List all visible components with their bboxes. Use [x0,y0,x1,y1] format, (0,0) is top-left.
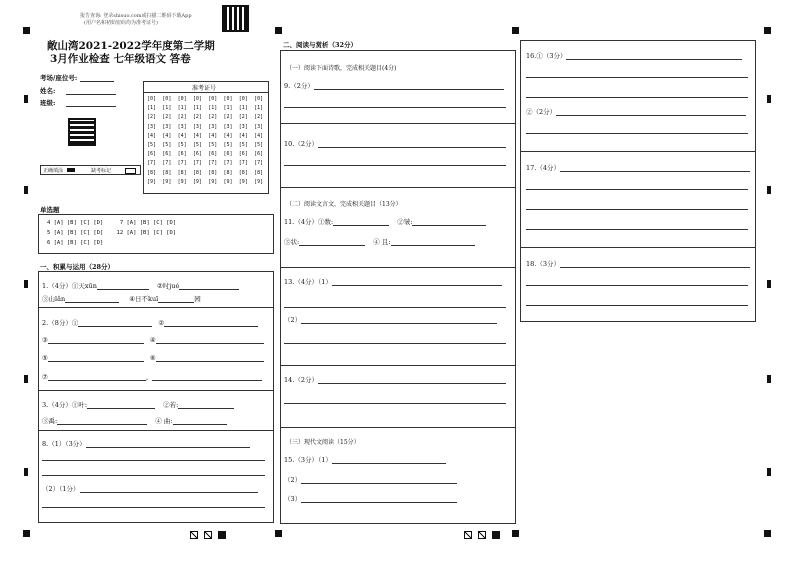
q13-row-2 [284,315,497,324]
exam-id-bubble[interactable]: [5] [192,142,202,148]
q2-row-3 [42,354,264,362]
q11-num-4: ④ 且: [373,238,391,246]
exam-id-bubble[interactable]: [1] [192,105,202,112]
q15-answer-1[interactable] [332,456,446,464]
part1-title: （一）阅读下面诗歌，完成相关题目(4分) [286,65,397,72]
q16-answer-2[interactable] [556,108,746,116]
exam-id-bubble[interactable]: [4] [192,132,202,139]
page-marker [478,531,486,539]
exam-id-bubble[interactable]: [1] [147,105,157,112]
q2-label: 2.（8分）① [42,319,79,327]
center-mark-bottom [275,530,282,537]
q3-row-2 [42,416,227,425]
missing-mark-box[interactable] [125,168,136,174]
q1-answer-d[interactable] [158,295,194,303]
q1-pinyin-c: ③山lǎn [42,295,66,303]
q2-answer-2[interactable] [164,319,258,327]
q15-answer-3[interactable] [301,495,457,503]
q13-answer-1[interactable] [332,278,502,286]
exam-id-bubble[interactable]: [4] [208,132,218,139]
center-mark-top [275,27,282,34]
q14-answer[interactable] [318,376,506,384]
correct-fill-sample [67,168,75,172]
q11-num-2: ②皱: [397,218,413,226]
q13-answer-line[interactable] [284,307,506,308]
q14-row [284,375,506,384]
q17-answer-line[interactable] [526,229,748,230]
q18-answer[interactable] [560,260,750,268]
q3-row-1 [42,400,234,409]
q11-answer-1[interactable] [333,218,389,226]
class-row [40,98,116,107]
exam-seat-label: 考场/座位号: [40,74,78,82]
exam-id-bubble[interactable]: [5] [147,142,157,148]
exam-id-bubble[interactable]: [8] [147,169,157,176]
exam-id-bubble[interactable]: [0] [208,96,218,102]
exam-id-bubble[interactable]: [3] [208,123,218,130]
exam-id-bubble[interactable]: [0] [162,96,172,102]
class-label: 班级: [40,99,56,107]
q15-row-2 [284,475,457,484]
page-marker [190,531,198,539]
q14-answer-line[interactable] [284,403,506,404]
q15-part3-label: （3） [284,495,302,503]
q9-label: 9.（2分） [284,82,314,90]
exam-id-bubble[interactable]: [0] [254,96,264,102]
timing-mark [767,280,771,288]
q16-answer-line[interactable] [526,133,748,134]
q2-answer-8[interactable] [152,373,262,381]
exam-id-bubble[interactable]: [8] [223,169,233,176]
class-field[interactable] [66,99,116,107]
exam-id-bubble[interactable]: [4] [147,132,157,139]
exam-id-bubble[interactable]: [3] [223,123,233,130]
exam-id-bubble[interactable]: [6] [162,151,172,158]
q1-answer-a[interactable] [97,282,149,290]
section2-box [280,50,516,524]
exam-id-bubble[interactable]: [0] [238,96,248,102]
q1-suffix: 园 [194,295,201,303]
q13-answer-2[interactable] [301,316,497,324]
q3-answer-2[interactable] [178,401,234,409]
q11-num-3: ③状: [284,238,300,246]
timing-mark [24,375,28,383]
choice-row[interactable]: 6 [A] [B] [C] [D] [47,240,104,246]
exam-id-bubble[interactable]: [9] [162,178,172,185]
q8-answer-line[interactable] [42,475,265,476]
q2-answer-4[interactable] [156,336,264,344]
app-qr-code [222,5,249,32]
corner-mark-tl [23,27,30,34]
missing-mark-label: 缺考标记 [91,168,112,174]
q11-row-1 [284,217,486,226]
q3-num-2: ②若: [163,401,179,409]
correct-fill-label: 正确填涂 [43,168,64,174]
exam-id-bubble[interactable]: [7] [254,160,264,167]
q8-answer-line[interactable] [42,460,265,461]
q9-row [284,81,504,90]
center-mark-top2 [512,27,519,34]
q15-label: 15.（3分）（1） [284,456,332,464]
exam-id-bubble[interactable]: [3] [254,123,264,130]
exam-id-bubble[interactable]: [7] [162,160,172,167]
q11-answer-3[interactable] [299,238,365,246]
exam-id-bubble[interactable]: [7] [192,160,202,167]
q16-answer-line[interactable] [526,97,748,98]
q2-answer-5[interactable] [48,354,144,362]
page-marker [492,531,500,539]
exam-id-bubble[interactable]: [7] [208,160,218,167]
exam-id-bubble[interactable]: [8] [254,169,264,176]
q11-row-2 [284,237,475,246]
student-qr-code [68,118,96,146]
q13-answer-line[interactable] [284,343,506,344]
section1-box [38,271,274,523]
exam-id-bubble[interactable]: [2] [192,114,202,121]
q3-answer-1[interactable] [87,401,155,409]
q11-label: 11.（4分）①数: [284,218,334,226]
exam-id-bubble[interactable]: [6] [192,151,202,158]
q8-answer-line[interactable] [42,507,265,508]
exam-id-bubble[interactable]: [2] [177,114,187,121]
q18-row [526,259,750,268]
notice-line-1: 报告查询: 登录shisuo.com或扫描二维码下载App [80,13,192,19]
q13-label: 13.（4分）（1） [284,278,332,286]
q2-num-6: ⑥ [149,354,156,362]
q11-answer-4[interactable] [391,238,475,246]
q2-num-4: ④ [149,336,156,344]
q8-label: 8.（1）（3分） [42,440,86,448]
exam-id-box [143,81,269,194]
q11-answer-2[interactable] [412,218,486,226]
exam-id-bubble[interactable]: [7] [238,160,248,167]
q8-row-1 [42,439,250,448]
page-title: 敞山湾2021-2022学年度第二学期 [47,40,215,52]
q2-num-3: ③ [42,336,48,344]
q16-row-2 [526,107,746,116]
q2-answer-1[interactable] [78,319,152,327]
q15-row-1 [284,455,446,464]
exam-id-bubble[interactable]: [2] [162,114,172,121]
exam-id-bubble[interactable]: [8] [192,169,202,176]
exam-id-bubble[interactable]: [4] [238,132,248,139]
single-choice-box [38,214,274,254]
exam-id-bubble[interactable]: [8] [177,169,187,176]
page-marker [204,531,212,539]
page-marker [464,531,472,539]
q18-label: 18.（3分） [526,260,560,268]
page-marker [218,531,226,539]
exam-id-bubble[interactable]: [5] [177,142,187,148]
exam-id-bubble[interactable]: [7] [147,160,157,167]
corner-mark-tr [764,27,771,34]
q2-num-2: ② [158,319,165,327]
q17-label: 17.（4分） [526,164,560,172]
exam-id-bubble[interactable]: [1] [223,105,233,112]
section3-box [520,40,756,322]
single-choice-title: 单选题 [40,206,60,214]
exam-id-bubble[interactable]: [4] [254,132,264,139]
notice-line-2: (用户名和初始密码均为准考证号) [84,20,158,26]
exam-id-bubble[interactable]: [6] [223,151,233,158]
exam-id-bubble[interactable]: [3] [147,123,157,130]
q16-row-1 [526,51,742,60]
part3-title: （三）现代文阅读（15分） [286,439,360,446]
q1-pinyin-d: ④日不kuī [129,295,159,303]
q15-row-3 [284,494,457,503]
exam-id-bubble[interactable]: [1] [254,105,264,112]
fill-legend [40,165,141,175]
exam-id-bubble[interactable]: [6] [147,151,157,158]
corner-mark-bl [23,530,30,537]
q18-answer-line[interactable] [526,285,748,286]
exam-seat-field[interactable] [80,74,114,82]
q15-part2-label: （2） [284,476,302,484]
q1-row-b [42,294,201,303]
center-mark-bottom2 [512,530,519,537]
exam-id-bubble[interactable]: [5] [208,142,218,148]
timing-mark [767,375,771,383]
timing-mark [767,95,771,103]
exam-id-bubble[interactable]: [6] [238,151,248,158]
q1-row-a [42,281,239,290]
q16-answer-line[interactable] [526,77,748,78]
exam-id-bubble[interactable]: [2] [208,114,218,121]
q2-row-4 [42,372,262,381]
section2-title: 二、阅读与赏析（32分） [283,41,358,49]
exam-id-bubble[interactable]: [2] [147,114,157,121]
exam-id-bubble[interactable]: [6] [254,151,264,158]
q17-answer-line[interactable] [526,189,748,190]
corner-mark-br [764,530,771,537]
q3-num-3: ③禹: [42,417,58,425]
exam-id-bubble[interactable]: [9] [223,178,233,185]
exam-id-bubble[interactable]: [1] [162,105,172,112]
exam-seat-row [40,73,114,82]
timing-mark [767,186,771,194]
q8-answer-1[interactable] [86,440,250,448]
q17-answer-line[interactable] [526,209,748,210]
q18-answer-line[interactable] [526,305,748,306]
timing-mark [767,468,771,476]
exam-id-bubble[interactable]: [5] [162,142,172,148]
q16-part2-label: ②（2分） [526,108,557,116]
exam-id-bubble[interactable]: [4] [177,132,187,139]
exam-id-bubble[interactable]: [9] [208,178,218,185]
exam-id-bubble[interactable]: [6] [208,151,218,158]
exam-id-bubble[interactable]: [8] [238,169,248,176]
exam-id-label: 准考证号 [192,85,217,92]
exam-id-bubble[interactable]: [4] [223,132,233,139]
exam-id-bubble[interactable]: [2] [254,114,264,121]
q16-answer-1[interactable] [566,52,742,60]
exam-id-bubble[interactable]: [5] [238,142,248,148]
q2-answer-3[interactable] [48,336,144,344]
exam-id-bubble[interactable]: [7] [177,160,187,167]
q3-answer-3[interactable] [57,417,147,425]
name-label: 姓名: [40,87,56,95]
exam-id-bubble[interactable]: [0] [177,96,187,102]
q9-answer[interactable] [314,82,504,90]
exam-id-bubble[interactable]: [5] [223,142,233,148]
timing-mark [24,95,28,103]
q3-label: 3.（4分）①叶: [42,401,88,409]
exam-id-bubble[interactable]: [9] [192,178,202,185]
exam-id-bubble[interactable]: [9] [254,178,264,185]
name-row [40,86,116,95]
q2-num-7: ⑦ [42,373,48,381]
exam-id-bubble[interactable]: [7] [223,160,233,167]
exam-id-bubble[interactable]: [0] [223,96,233,102]
timing-mark [24,468,28,476]
exam-id-bubble[interactable]: [3] [192,123,202,130]
timing-mark [24,280,28,288]
q8-row-2 [42,484,258,493]
exam-id-bubble[interactable]: [0] [147,96,157,102]
q10-answer[interactable] [318,140,506,148]
exam-id-bubble[interactable]: [3] [238,123,248,130]
q17-answer[interactable] [560,164,750,172]
exam-id-bubble[interactable]: [6] [177,151,187,158]
q8-part2-label: （2）（1分） [42,485,80,493]
q15-answer-2[interactable] [301,476,457,484]
q2-row-2 [42,336,264,344]
exam-id-bubble[interactable]: [3] [177,123,187,130]
exam-id-bubble[interactable]: [4] [162,132,172,139]
exam-id-bubble[interactable]: [8] [208,169,218,176]
q2-comma: ， [145,373,153,381]
exam-id-bubble[interactable]: [8] [162,169,172,176]
q14-label: 14.（2分） [284,376,318,384]
q10-label: 10.（2分） [284,140,318,148]
part2-title: （二）阅读文言文，完成相关题目（13分） [286,201,402,208]
choice-row[interactable]: 5 [A] [B] [C] [D] 12 [A] [B] [C] [D] [47,230,177,236]
q3-answer-4[interactable] [173,417,227,425]
q3-num-4: ④ 曲: [155,417,173,425]
q13-row-1 [284,277,502,286]
q8-answer-2[interactable] [80,485,258,493]
exam-id-bubble[interactable]: [2] [223,114,233,121]
q2-row-1 [42,318,258,327]
page-subtitle: 3月作业检查 七年级语文 答卷 [50,53,191,65]
exam-id-bubble[interactable]: [1] [177,105,187,112]
q16-label: 16.①（3分） [526,52,567,60]
choice-row[interactable]: 4 [A] [B] [C] [D] 7 [A] [B] [C] [D] [47,220,177,226]
exam-id-bubble[interactable]: [9] [238,178,248,185]
q9-answer-line[interactable] [284,107,506,108]
exam-id-bubble[interactable]: [3] [162,123,172,130]
exam-id-bubble[interactable]: [9] [147,178,157,185]
q13-part2-label: （2） [284,316,302,324]
q1-label: 1.（4分）① [42,282,79,290]
q2-answer-6[interactable] [156,354,264,362]
q1-pinyin-b: ②吋jué [156,282,180,290]
name-field[interactable] [66,87,116,95]
q10-row [284,139,506,148]
section1-title: 一、积累与运用（28分） [40,263,115,271]
exam-id-bubble[interactable]: [0] [192,96,202,102]
q1-pinyin-a: 天xūn [78,282,97,290]
q1-answer-c[interactable] [65,295,119,303]
exam-id-bubble[interactable]: [1] [238,105,248,112]
q2-num-5: ⑤ [42,354,48,362]
q10-answer-line[interactable] [284,165,506,166]
exam-id-bubble[interactable]: [9] [177,178,187,185]
exam-id-bubble[interactable]: [1] [208,105,218,112]
timing-mark [24,186,28,194]
exam-id-bubble[interactable]: [2] [238,114,248,121]
q1-answer-b[interactable] [179,282,239,290]
q17-row [526,163,750,172]
q2-answer-7[interactable] [48,373,146,381]
exam-id-bubble[interactable]: [5] [254,142,264,148]
